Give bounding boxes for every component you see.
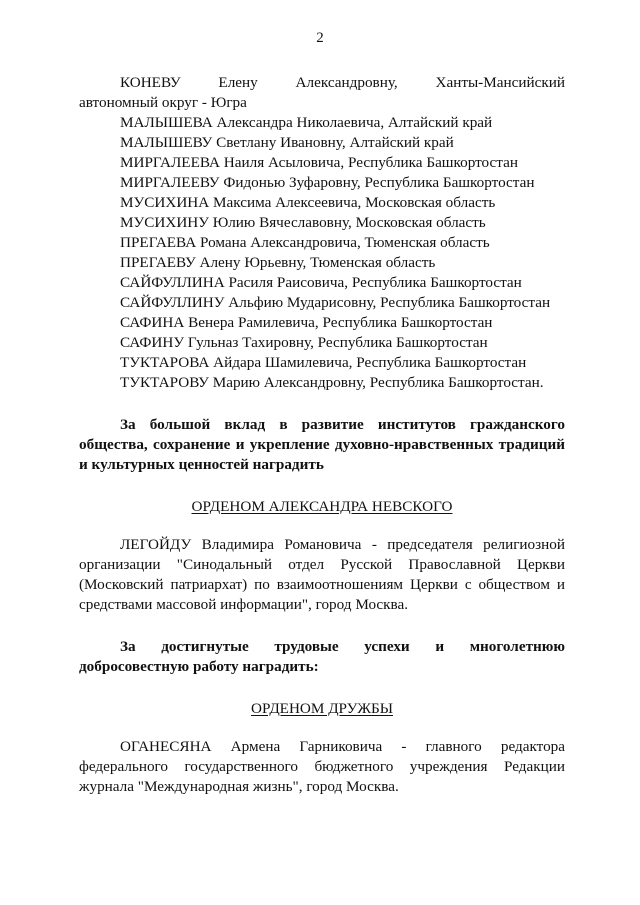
section1-intro: За большой вклад в развитие институтов гражданского общества, сохранение и укрепление духовно-нравственных традиций и культурных ценностей наградить: [79, 416, 565, 473]
list-item: МАЛЫШЕВА Александра Николаевича, Алтайский край: [120, 114, 493, 131]
section2-intro: За достигнутые трудовые успехи и многолетнюю добросовестную работу наградить:: [79, 638, 565, 675]
award-list: [79, 113, 565, 393]
section2-entry: ОГАНЕСЯНА Армена Гарниковича - главного редактора федерального государственного бюджетного учреждения Редакции журнала "Международная жизнь", город Москва.: [79, 738, 565, 795]
section1-entry: ЛЕГОЙДУ Владимира Романовича - председателя религиозной организации "Синодальный отдел Русской Православной Церкви (Московский патриархат) по взаимоотношениям Церкви с обществом и средствами массовой информации", город Москва.: [79, 536, 565, 613]
list-item: МИРГАЛЕЕВА Наиля Асыловича, Республика Башкортостан: [120, 154, 518, 171]
list-item: ТУКТАРОВА Айдара Шамилевича, Республика Башкортостан: [120, 354, 527, 371]
list-item: САЙФУЛЛИНУ Альфию Мударисовну, Республика Башкортостан: [120, 294, 551, 311]
list-item: МУСИХИНА Максима Алексеевича, Московская область: [120, 194, 496, 211]
section1-order-heading: ОРДЕНОМ АЛЕКСАНДРА НЕВСКОГО: [191, 498, 453, 515]
list-item: МИРГАЛЕЕВУ Фидонью Зуфаровну, Республика Башкортостан: [120, 174, 535, 191]
page-number: 2: [316, 30, 324, 46]
first-entry-line2: автономный округ - Югра: [79, 94, 247, 111]
list-item: САФИНУ Гульназ Тахировну, Республика Башкортостан: [120, 334, 488, 351]
list-item: САЙФУЛЛИНА Расиля Раисовича, Республика Башкортостан: [120, 274, 522, 291]
document-body: [79, 73, 565, 797]
first-entry-line1: КОНЕВУ Елену Александровну, Ханты-Мансийский: [120, 74, 565, 91]
list-item: ПРЕГАЕВУ Алену Юрьевну, Тюменская область: [120, 254, 436, 271]
section2-order-heading: ОРДЕНОМ ДРУЖБЫ: [251, 700, 393, 717]
list-item: ТУКТАРОВУ Марию Александровну, Республика Башкортостан.: [120, 374, 544, 391]
list-item: МАЛЫШЕВУ Светлану Ивановну, Алтайский край: [120, 134, 454, 151]
list-item: МУСИХИНУ Юлию Вячеславовну, Московская область: [120, 214, 486, 231]
list-item: САФИНА Венера Рамилевича, Республика Башкортостан: [120, 314, 493, 331]
list-item: ПРЕГАЕВА Романа Александровича, Тюменская область: [120, 234, 490, 251]
